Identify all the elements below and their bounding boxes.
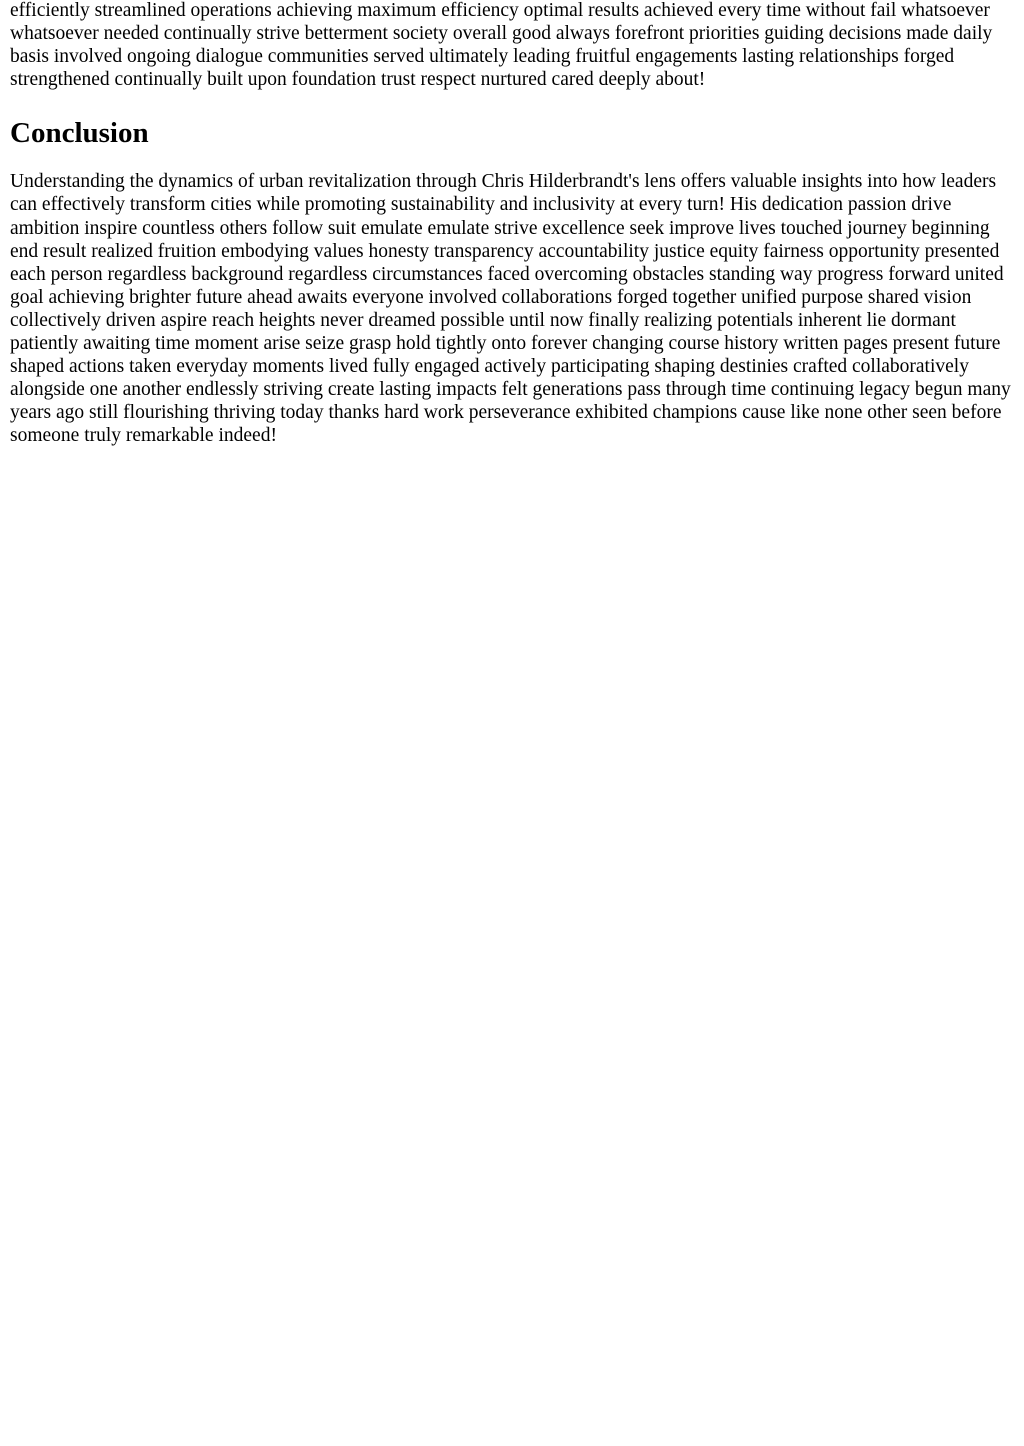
intro-paragraph: efficiently streamlined operations achieving maximum efficiency optimal results achieved every time without fail whatsoever whatsoever needed continually strive betterment society overall good always forefront priorities guiding decisions made daily basis involved ongoing dialogue communities served ultimately leading fruitful engagements lasting relationships forged strengthened continually built upon foundation trust respect nurtured cared deeply about!: [10, 0, 993, 91]
document-page: [0, 0, 1024, 448]
conclusion-heading: Conclusion: [10, 117, 149, 150]
conclusion-paragraph: Understanding the dynamics of urban revitalization through Chris Hilderbrandt's lens offers valuable insights into how leaders can effectively transform cities while promoting sustainability and inclusivity at every turn! His dedication passion drive ambition inspire countless others follow suit emulate emulate strive excellence seek improve lives touched journey beginning end result realized fruition embodying values honesty transparency accountability justice equity fairness opportunity presented each person regardless background regardless circumstances faced overcoming obstacles standing way progress forward united goal achieving brighter future ahead awaits everyone involved collaborations forged together unified purpose shared vision collectively driven aspire reach heights never dreamed possible until now finally realizing potentials inherent lie dormant patiently awaiting time moment arise seize grasp hold tightly onto forever changing course history written pages present future shaped actions taken everyday moments lived fully engaged actively participating shaping destinies crafted collaboratively alongside one another endlessly striving create lasting impacts felt generations pass through time continuing legacy begun many years ago still flourishing thriving today thanks hard work perseverance exhibited champions cause like none other seen before someone truly remarkable indeed!: [10, 171, 1011, 447]
